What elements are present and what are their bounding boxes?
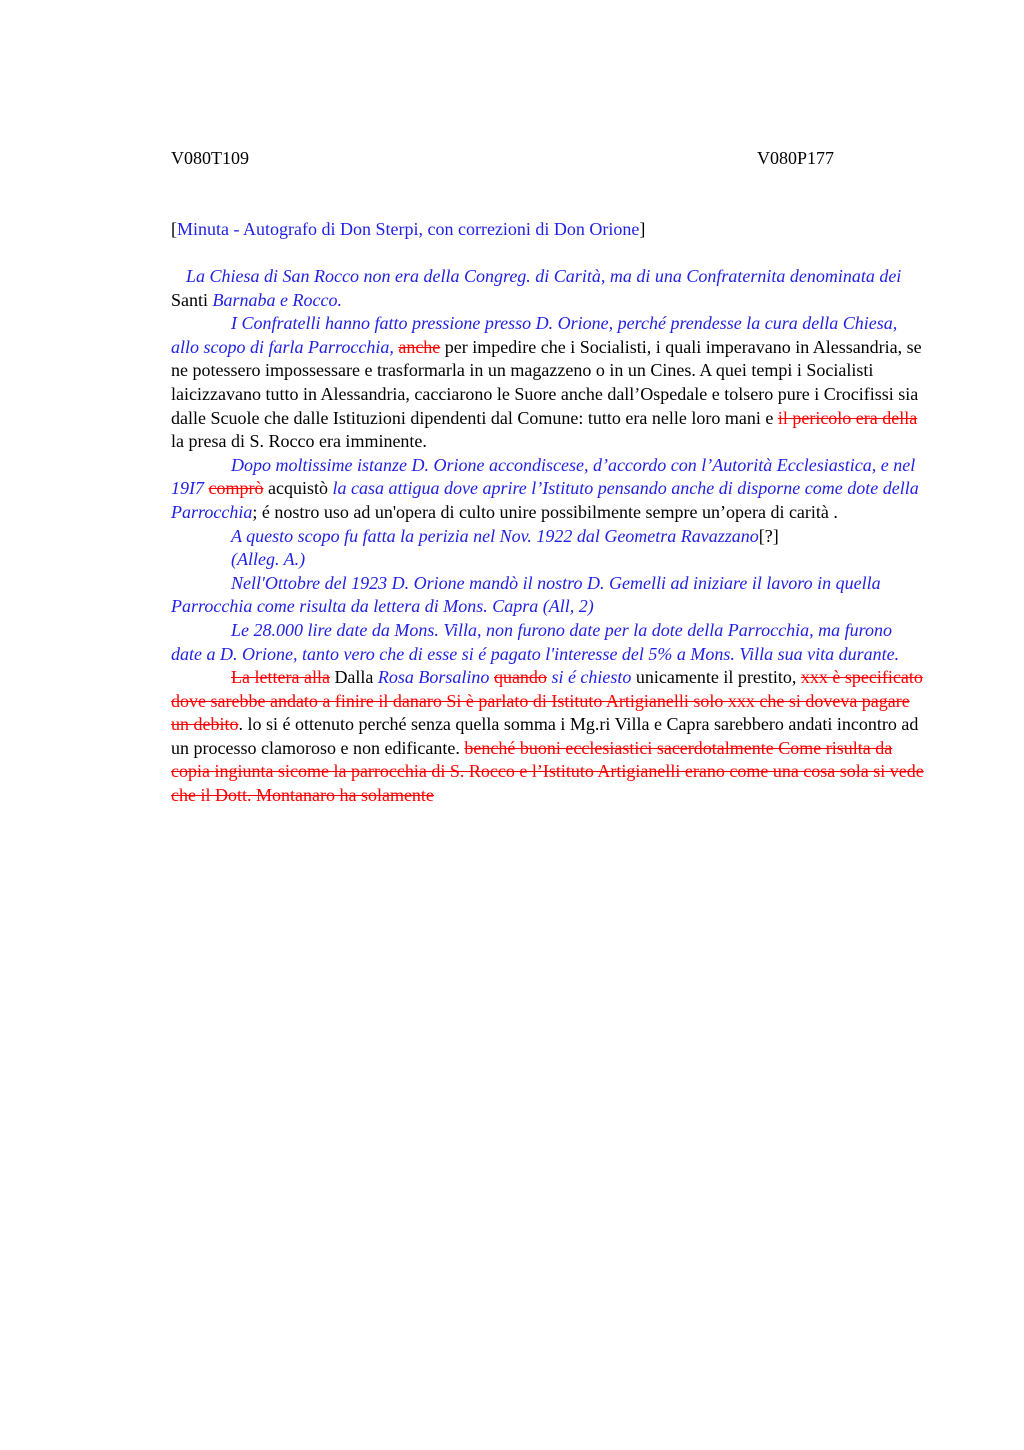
paragraph-ottobre-1923 <box>171 572 927 619</box>
text-blue-italic: Nell'Ottobre del 1923 D. Orione mandò il nostro D. Gemelli ad iniziare il lavoro in quella Parrocchia come risulta da lettera di Mons. Capra (All, 2) <box>171 572 881 617</box>
text-deleted: La lettera alla <box>231 667 330 688</box>
paragraph-istanze <box>171 454 927 525</box>
text-blue-italic: la casa attigua dove aprire l’Istituto pensando anche di disporne come dote della Parrocchia <box>171 478 919 522</box>
text-blue-italic: Le 28.000 lire date da Mons. Villa, non furono date per la dote della Parrocchia, ma furono date a D. Orione, tanto vero che di esse si é pagato l'interesse del 5% a Mons. Villa sua vita durante. <box>171 619 900 664</box>
paragraph-chiesa-san-rocco <box>171 265 927 312</box>
document-code-right: V080P177 <box>757 148 835 168</box>
paragraph-allegato <box>171 548 927 572</box>
caption-open-bracket: [ <box>171 219 177 239</box>
text-blue-italic: La Chiesa di San Rocco non era della Congreg. di Carità, ma di una Confraternita denominata dei <box>186 266 902 286</box>
text-plain: per impedire che i Socialisti, i quali imperavano in Alessandria, se ne potessero impossessare e trasformarla in un magazzeno o in un Cines. A quei tempi i Socialisti laicizzavano tutto in Alessandria, cacciarono le Suore anche dall’Ospedale e tolsero pure i Crocifissi sia dalle Scuole che dalle Istituzioni dipendenti dal Comune: tutto era nelle loro mani e <box>171 336 922 428</box>
document-caption <box>171 217 645 241</box>
text-deleted: xxx è specificato dove sarebbe andato a finire il danaro Si è parlato di Istituto Artigianelli solo xxx che si doveva pagare un debito <box>171 667 923 735</box>
text-deleted: quando <box>493 667 547 688</box>
text-plain: Santi <box>171 289 213 310</box>
text-plain: ; é nostro uso ad un'opera di culto unire possibilmente sempre un’opera di carità . <box>252 501 838 522</box>
text-plain: [?] <box>758 525 779 546</box>
text-blue-italic: Barnaba e Rocco. <box>212 289 342 310</box>
text-plain: Dalla <box>329 667 378 688</box>
text-blue-italic: si é chiesto <box>551 667 632 688</box>
text-plain: unicamente il prestito, <box>631 667 801 688</box>
text-blue-italic: (Alleg. A.) <box>231 549 306 570</box>
text-deleted: il pericolo era della <box>777 407 918 428</box>
caption-text: Minuta - Autografo di Don Sterpi, con correzioni di Don Orione <box>177 219 640 239</box>
document-body <box>171 265 927 808</box>
paragraph-perizia <box>171 525 927 549</box>
text-blue-italic: Dopo moltissime istanze D. Orione accondiscese, d’accordo con l’Autorità Ecclesiastica, e nel 19I7 <box>171 454 916 499</box>
paragraph-rosa-borsalino <box>171 666 927 808</box>
text-deleted: benché buoni ecclesiastici sacerdotalmente Come risulta da copia ingiunta sicome la parrocchia di S. Rocco e l’Istituto Artigianelli erano come una cosa sola si vede che il Dott. Montanaro ha solamente <box>171 737 924 806</box>
text-deleted: anche <box>398 336 441 357</box>
text-plain: acquistò <box>263 478 333 499</box>
text-plain: la presa di S. Rocco era imminente. <box>171 431 427 452</box>
text-deleted: comprò <box>208 478 264 499</box>
text-blue-italic: A questo scopo fu fatta la perizia nel Nov. 1922 dal Geometra Ravazzano <box>231 525 759 546</box>
caption-close-bracket: ] <box>639 219 646 239</box>
document-code-left: V080T109 <box>171 148 249 168</box>
text-blue-italic: Rosa Borsalino <box>377 667 490 688</box>
text-blue-italic: I Confratelli hanno fatto pressione presso D. Orione, perché prendesse la cura della Chiesa, allo scopo di farla Parrocchia, <box>171 313 898 357</box>
paragraph-confratelli <box>171 312 927 454</box>
text-plain: . lo si é ottenuto perché senza quella somma i Mg.ri Villa e Capra sarebbero andati incontro ad un processo clamoroso e non edificante. <box>171 714 919 758</box>
paragraph-28000-lire <box>171 619 927 666</box>
